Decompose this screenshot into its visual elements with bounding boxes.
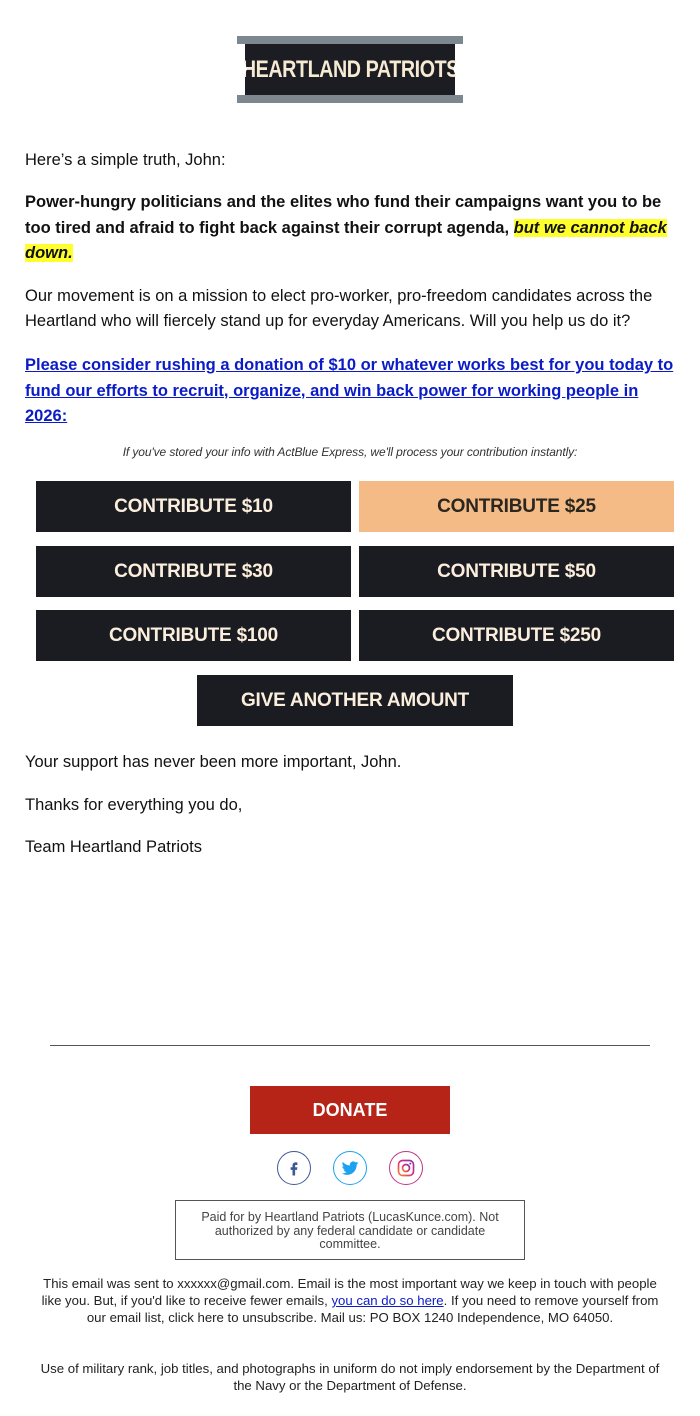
logo-notch-left bbox=[237, 44, 247, 94]
divider bbox=[50, 1045, 650, 1046]
bold-paragraph bbox=[25, 190, 675, 267]
footer-sent-post: . If you need to remove yourself from our email list, click here to unsubscribe. Mail us: PO BOX 1240 Independence, MO 64050. bbox=[86, 1293, 659, 1325]
logo-plate bbox=[241, 44, 459, 95]
instagram-glyph bbox=[396, 1158, 416, 1178]
closing-line: Your support has never been more important, John. bbox=[25, 753, 402, 771]
contribute-30-button[interactable]: CONTRIBUTE $30 bbox=[36, 546, 351, 597]
facebook-icon[interactable] bbox=[277, 1151, 311, 1185]
highlighted-text: but we cannot back down. bbox=[25, 218, 667, 262]
logo-notch-right bbox=[453, 44, 463, 94]
contribute-100-button[interactable]: CONTRIBUTE $100 bbox=[36, 610, 351, 661]
movement-paragraph: Our movement is on a mission to elect pro-worker, pro-freedom candidates across the Heartland who will fiercely stand up for everyday Americans. Will you help us do it? bbox=[25, 287, 653, 330]
twitter-glyph bbox=[340, 1158, 360, 1178]
thanks-line: Thanks for everything you do, bbox=[25, 796, 243, 814]
twitter-icon[interactable] bbox=[333, 1151, 367, 1185]
bold-paragraph-text: Power-hungry politicians and the elites who fund their campaigns want you to be too tired and afraid to fight back against their corrupt agenda, bbox=[25, 193, 662, 237]
contribute-25-button[interactable]: CONTRIBUTE $25 bbox=[359, 481, 674, 532]
greeting: Here’s a simple truth, John: bbox=[25, 151, 226, 169]
fewer-emails-link[interactable]: you can do so here bbox=[331, 1293, 444, 1308]
signature: Team Heartland Patriots bbox=[25, 838, 202, 856]
footer-sent-pre: This email was sent to bbox=[43, 1276, 178, 1291]
military-disclaimer: Use of military rank, job titles, and photographs in uniform do not imply endorsement by the Department of the Navy or the Department of Defense. bbox=[40, 1361, 660, 1393]
heartland-patriots-logo bbox=[237, 36, 463, 103]
logo-text: HEARTLAND PATRIOTS bbox=[241, 55, 459, 83]
footer-email-info bbox=[40, 1275, 660, 1326]
contribute-250-button[interactable]: CONTRIBUTE $250 bbox=[359, 610, 674, 661]
logo-bottom-band bbox=[237, 95, 463, 103]
donate-button[interactable]: DONATE bbox=[250, 1086, 450, 1134]
instagram-icon[interactable] bbox=[389, 1151, 423, 1185]
footer-sent-mid: . Email is the most important way we keep in touch with people like you. But, if you'd like to receive fewer emails, bbox=[41, 1276, 657, 1308]
logo-top-band bbox=[237, 36, 463, 44]
facebook-glyph bbox=[285, 1159, 303, 1177]
paid-for-disclaimer: Paid for by Heartland Patriots (LucasKunce.com). Not authorized by any federal candidate or candidate committee. bbox=[175, 1200, 525, 1260]
contribute-10-button[interactable]: CONTRIBUTE $10 bbox=[36, 481, 351, 532]
actblue-note: If you've stored your info with ActBlue Express, we'll process your contribution instantly: bbox=[122, 445, 578, 459]
give-another-amount-button[interactable]: GIVE ANOTHER AMOUNT bbox=[197, 675, 513, 726]
footer-email: xxxxxx@gmail.com bbox=[177, 1276, 291, 1291]
contribute-50-button[interactable]: CONTRIBUTE $50 bbox=[359, 546, 674, 597]
donation-ask-link[interactable]: Please consider rushing a donation of $10 or whatever works best for you today to fund our efforts to recruit, organize, and win back power for working people in 2026: bbox=[25, 356, 674, 425]
